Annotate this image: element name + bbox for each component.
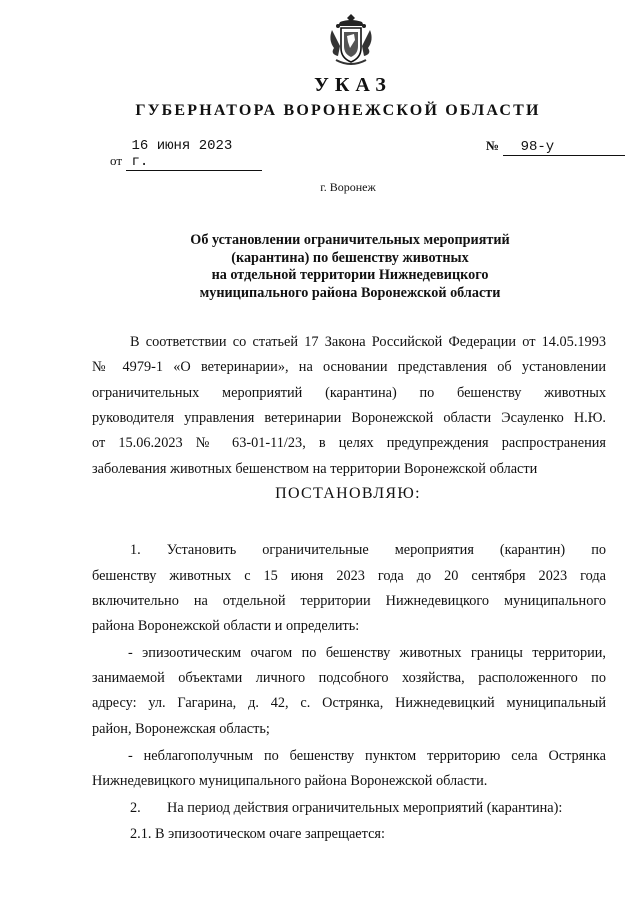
item1a-line: адресу: ул. Гагарина, д. 42, с. Острянка, Нижнедевицкий муниципальный — [92, 695, 606, 711]
preamble-line: ограничительных мероприятий (карантина) по бешенству животных — [92, 385, 606, 401]
document-title: УКАЗ — [314, 74, 392, 96]
item1-line: района Воронежской области и определить: — [92, 618, 360, 634]
item2-text: На период действия ограничительных мероприятий (карантина): — [167, 800, 563, 816]
number-value: 98-у — [503, 139, 625, 156]
preamble-line: руководителя управления ветеринарии Воронежской области Эсауленко Н.Ю. — [92, 410, 606, 426]
document-heading — [140, 232, 560, 302]
item1-line: 1. Установить ограничительные мероприятия (карантин) по — [130, 542, 606, 558]
document-subtitle: ГУБЕРНАТОРА ВОРОНЕЖСКОЙ ОБЛАСТИ — [135, 102, 541, 119]
resolve-heading: ПОСТАНОВЛЯЮ: — [275, 485, 421, 502]
number-prefix: № — [486, 138, 500, 153]
city-line: г. Воронеж — [320, 180, 376, 194]
item21-text: 2.1. В эпизоотическом очаге запрещается: — [130, 826, 385, 842]
heading-line: на отдельной территории Нижнедевицкого — [211, 267, 489, 283]
heading-line: Об установлении ограничительных мероприятий — [190, 232, 510, 248]
item1b-line: Нижнедевицкого муниципального района Воронежской области. — [92, 773, 488, 789]
preamble-line: № 4979-1 «О ветеринарии», на основании представления об установлении — [92, 359, 606, 375]
preamble-line: заболевания животных бешенством на территории Воронежской области — [92, 461, 538, 477]
heading-line: муниципального района Воронежской области — [199, 284, 501, 301]
coat-of-arms-emblem — [326, 10, 376, 68]
date-field — [110, 138, 262, 171]
preamble-line: В соответствии со статьей 17 Закона Российской Федерации от 14.05.1993 — [130, 334, 606, 350]
item1-line: включительно на отдельной территории Нижнедевицкого муниципального — [92, 593, 606, 609]
item1-line: бешенству животных с 15 июня 2023 года до 20 сентября 2023 года — [92, 568, 606, 584]
item2-number: 2. — [130, 800, 141, 816]
date-value: 16 июня 2023 г. — [126, 138, 262, 171]
preamble-line: от 15.06.2023 № 63-01-11/23, в целях предупреждения распространения — [92, 435, 606, 451]
date-prefix: от — [110, 153, 123, 168]
number-field — [486, 138, 625, 156]
heading-line: (карантина) по бешенству животных — [231, 249, 469, 266]
item1a-line: - эпизоотическим очагом по бешенству животных границы территории, — [128, 645, 606, 661]
item1b-line: - неблагополучным по бешенству пунктом территорию села Острянка — [128, 748, 606, 764]
item1a-line: район, Воронежская область; — [92, 721, 270, 737]
item1a-line: занимаемой объектами личного подсобного хозяйства, расположенного по — [92, 670, 606, 686]
